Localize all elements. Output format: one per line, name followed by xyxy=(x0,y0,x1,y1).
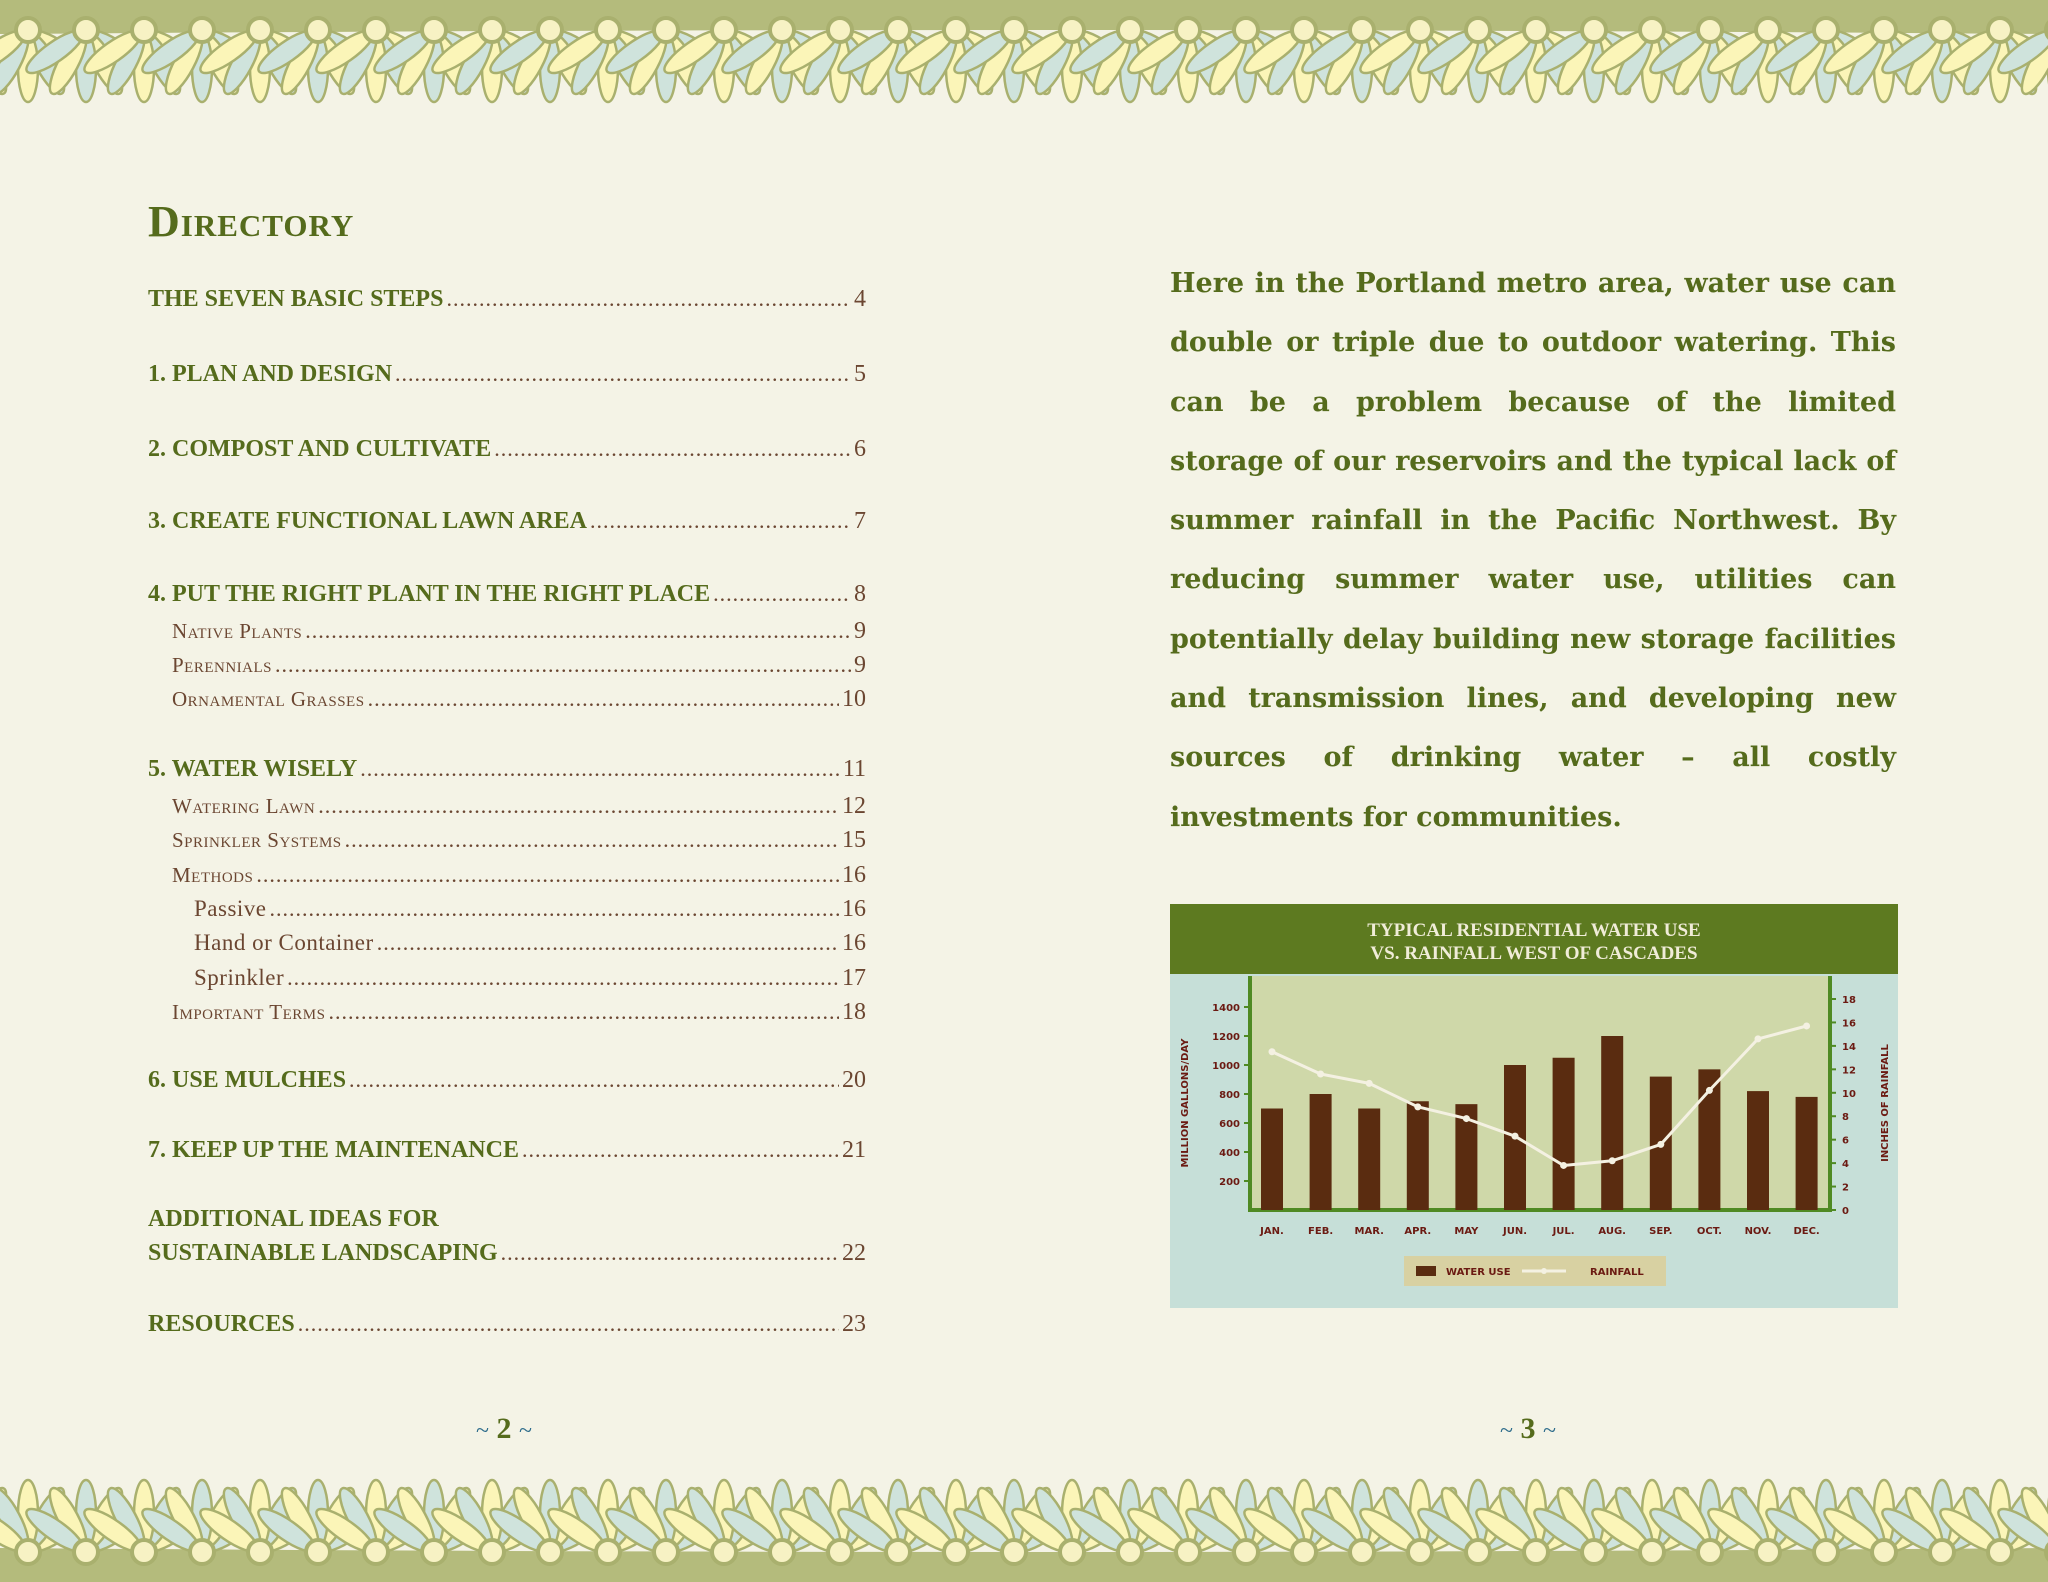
toc-page: 12 xyxy=(842,793,866,819)
toc-entry-maintenance[interactable] xyxy=(148,1137,866,1164)
toc-page: 15 xyxy=(842,827,866,853)
toc-label: 1. PLAN AND DESIGN xyxy=(148,361,393,387)
y2-tick-label: 0 xyxy=(1842,1206,1849,1217)
toc-page: 18 xyxy=(842,999,866,1025)
toc-leader xyxy=(395,361,851,387)
toc-label: RESOURCES xyxy=(148,1311,295,1337)
x-tick-label: DEC. xyxy=(1793,1226,1820,1237)
toc-entry-additional-ideas-line1[interactable]: ADDITIONAL IDEAS FOR xyxy=(148,1206,439,1232)
point-rainfall xyxy=(1414,1103,1421,1110)
toc-page: 16 xyxy=(842,930,866,956)
toc-entry-perennials[interactable] xyxy=(172,652,866,679)
toc-label: 5. WATER WISELY xyxy=(148,756,358,782)
toc-leader xyxy=(328,999,839,1025)
y2-tick-label: 12 xyxy=(1842,1065,1856,1077)
toc-page: 8 xyxy=(854,581,866,607)
page-number-left xyxy=(476,1412,532,1446)
toc-page: 9 xyxy=(854,652,866,678)
x-tick-label: SEP. xyxy=(1649,1226,1673,1237)
toc-label: 4. PUT THE RIGHT PLANT IN THE RIGHT PLACE xyxy=(148,581,711,607)
toc-label: Sprinkler Systems xyxy=(172,828,342,852)
y2-tick-label: 18 xyxy=(1842,995,1856,1006)
toc-entry-seven-basic-steps[interactable] xyxy=(148,286,866,313)
y-tick-label: 600 xyxy=(1219,1119,1240,1130)
intro-paragraph: Here in the Portland metro area, water use can double or triple due to outdoor watering. This can be a problem because of the limited storage of our reservoirs and the typical lack of summer rainfall in the Pacific Northwest. By reducing summer water use, utilities can potentially delay building new storage facilities and transmission lines, and developing new sources of drinking water – all costly investments for communities. xyxy=(1170,268,1896,833)
legend-label-water-use: WATER USE xyxy=(1446,1267,1511,1278)
point-rainfall xyxy=(1755,1035,1762,1042)
toc-entry-methods[interactable] xyxy=(172,862,866,889)
bar-water-use xyxy=(1601,1036,1623,1210)
y-tick-label: 1000 xyxy=(1212,1061,1240,1072)
toc-label: Important Terms xyxy=(172,1000,326,1024)
point-rainfall xyxy=(1706,1087,1713,1094)
x-tick-label: OCT. xyxy=(1696,1226,1722,1237)
toc-label: Sprinkler xyxy=(194,965,285,990)
legend-point-rainfall xyxy=(1541,1268,1547,1274)
chart-title: TYPICAL RESIDENTIAL WATER USE xyxy=(1367,920,1701,941)
toc-entry-plan-and-design[interactable] xyxy=(148,361,866,388)
folio-right-value: 3 xyxy=(1520,1412,1536,1445)
point-rainfall xyxy=(1463,1115,1470,1122)
bar-water-use xyxy=(1261,1109,1283,1211)
toc-leader xyxy=(345,827,839,853)
floral-border-top xyxy=(0,0,2048,120)
x-tick-label: NOV. xyxy=(1744,1226,1772,1237)
y-axis-title: MILLION GALLONS/DAY xyxy=(1180,1038,1191,1168)
toc-page: 9 xyxy=(854,618,866,644)
point-rainfall xyxy=(1560,1162,1567,1169)
toc-leader xyxy=(446,286,851,312)
bar-water-use xyxy=(1747,1091,1769,1210)
toc-entry-sprinkler[interactable] xyxy=(194,965,866,992)
toc-label: 2. COMPOST AND CULTIVATE xyxy=(148,436,492,462)
y2-tick-label: 14 xyxy=(1842,1041,1856,1053)
toc-label: Perennials xyxy=(172,653,273,677)
toc-label: Methods xyxy=(172,863,254,887)
y2-tick-label: 4 xyxy=(1842,1159,1849,1171)
bar-water-use xyxy=(1310,1094,1332,1210)
x-tick-label: JUN. xyxy=(1502,1226,1528,1237)
toc-page: 4 xyxy=(854,286,866,312)
point-rainfall xyxy=(1657,1141,1664,1148)
toc-page: 11 xyxy=(842,756,866,782)
y-tick-label: 1200 xyxy=(1212,1032,1240,1043)
y-tick-label: 400 xyxy=(1219,1148,1240,1159)
toc-label: 7. KEEP UP THE MAINTENANCE xyxy=(148,1137,519,1163)
y-tick-label: 800 xyxy=(1219,1090,1240,1101)
toc-leader xyxy=(349,1067,839,1093)
toc-entry-compost-and-cultivate[interactable] xyxy=(148,436,866,463)
toc-entry-functional-lawn[interactable] xyxy=(148,508,866,535)
toc-leader xyxy=(275,652,851,678)
toc-page: 16 xyxy=(842,896,866,922)
toc-leader xyxy=(713,581,851,607)
toc-leader xyxy=(287,965,839,991)
water-use-chart xyxy=(1170,904,1898,1308)
toc-entry-resources[interactable] xyxy=(148,1311,866,1338)
y2-tick-label: 6 xyxy=(1842,1135,1849,1147)
tilde-left: ~ xyxy=(476,1418,489,1444)
toc-leader xyxy=(305,618,851,644)
toc-entry-watering-lawn[interactable] xyxy=(172,793,866,820)
y-tick-label: 1400 xyxy=(1212,1003,1240,1014)
bar-water-use xyxy=(1407,1101,1429,1210)
toc-entry-important-terms[interactable] xyxy=(172,999,866,1026)
toc-label: 6. USE MULCHES xyxy=(148,1067,347,1093)
toc-label: Passive xyxy=(194,896,267,921)
tilde-right: ~ xyxy=(518,1418,532,1444)
point-rainfall xyxy=(1317,1071,1324,1078)
plot-area xyxy=(1250,976,1830,1210)
toc-page: 16 xyxy=(842,862,866,888)
y2-tick-label: 8 xyxy=(1842,1112,1849,1124)
toc-page: 10 xyxy=(842,686,866,712)
toc-page: 5 xyxy=(854,361,866,387)
toc-page: 23 xyxy=(842,1311,866,1337)
toc-leader xyxy=(256,862,839,888)
toc-page: 21 xyxy=(842,1137,866,1163)
tilde-right: ~ xyxy=(1542,1418,1556,1444)
toc-entry-sustainable-landscaping[interactable] xyxy=(148,1240,866,1267)
toc-label: Hand or Container xyxy=(194,930,374,955)
toc-leader xyxy=(298,1311,839,1337)
chart-subtitle: VS. RAINFALL WEST OF CASCADES xyxy=(1370,943,1698,964)
legend-label-rainfall: RAINFALL xyxy=(1590,1267,1644,1278)
toc-entry-ornamental-grasses[interactable] xyxy=(172,686,866,713)
y2-tick-label: 2 xyxy=(1842,1182,1849,1194)
toc-page: 7 xyxy=(854,508,866,534)
toc-entry-passive[interactable] xyxy=(194,896,866,923)
toc-label: THE SEVEN BASIC STEPS xyxy=(148,286,444,312)
toc-leader xyxy=(360,756,840,782)
directory-title: Directory xyxy=(148,197,355,246)
bar-water-use xyxy=(1796,1097,1818,1210)
toc-label: Watering Lawn xyxy=(172,794,316,818)
toc-leader xyxy=(270,896,840,922)
toc-entry-hand-or-container[interactable] xyxy=(194,930,866,957)
y2-axis-title: INCHES OF RAINFALL xyxy=(1880,1044,1891,1162)
toc-leader xyxy=(590,508,851,534)
toc-label: 3. CREATE FUNCTIONAL LAWN AREA xyxy=(148,508,587,534)
toc-label: SUSTAINABLE LANDSCAPING xyxy=(148,1240,498,1266)
toc-page: 17 xyxy=(842,965,866,991)
x-tick-label: APR. xyxy=(1404,1226,1432,1237)
point-rainfall xyxy=(1609,1157,1616,1164)
y2-tick-label: 10 xyxy=(1842,1088,1856,1100)
toc-leader xyxy=(522,1137,839,1163)
bar-water-use xyxy=(1358,1109,1380,1211)
floral-border-bottom xyxy=(0,1462,2048,1582)
toc-page: 22 xyxy=(842,1240,866,1266)
toc-label: Ornamental Grasses xyxy=(172,687,365,711)
x-tick-label: FEB. xyxy=(1308,1226,1334,1237)
toc-label: Native Plants xyxy=(172,619,303,643)
x-tick-label: JAN. xyxy=(1260,1226,1284,1237)
page-number-right xyxy=(1500,1412,1556,1446)
folio-left-value: 2 xyxy=(496,1412,512,1445)
point-rainfall xyxy=(1512,1133,1519,1140)
point-rainfall xyxy=(1366,1080,1373,1087)
toc-entry-native-plants[interactable] xyxy=(172,618,866,645)
toc-entry-right-plant[interactable] xyxy=(148,581,866,608)
toc-page: 20 xyxy=(842,1067,866,1093)
chart-svg xyxy=(1170,904,1898,1308)
toc-page: 6 xyxy=(854,436,866,462)
y-tick-label: 200 xyxy=(1219,1177,1240,1188)
x-tick-label: AUG. xyxy=(1598,1226,1626,1237)
legend-swatch-water-use xyxy=(1416,1266,1436,1276)
x-tick-label: MAR. xyxy=(1354,1226,1384,1237)
x-tick-label: JUL. xyxy=(1552,1226,1575,1237)
point-rainfall xyxy=(1269,1048,1276,1055)
toc-entry-water-wisely[interactable] xyxy=(148,756,866,783)
toc-leader xyxy=(377,930,839,956)
x-tick-label: MAY xyxy=(1454,1226,1479,1237)
toc-leader xyxy=(368,686,839,712)
toc-leader xyxy=(318,793,839,819)
tilde-left: ~ xyxy=(1500,1418,1513,1444)
point-rainfall xyxy=(1803,1022,1810,1029)
toc-leader xyxy=(501,1240,839,1266)
bar-water-use xyxy=(1553,1058,1575,1210)
toc-entry-use-mulches[interactable] xyxy=(148,1067,866,1094)
toc-entry-sprinkler-systems[interactable] xyxy=(172,827,866,854)
toc-leader xyxy=(494,436,851,462)
y2-tick-label: 16 xyxy=(1842,1018,1856,1030)
